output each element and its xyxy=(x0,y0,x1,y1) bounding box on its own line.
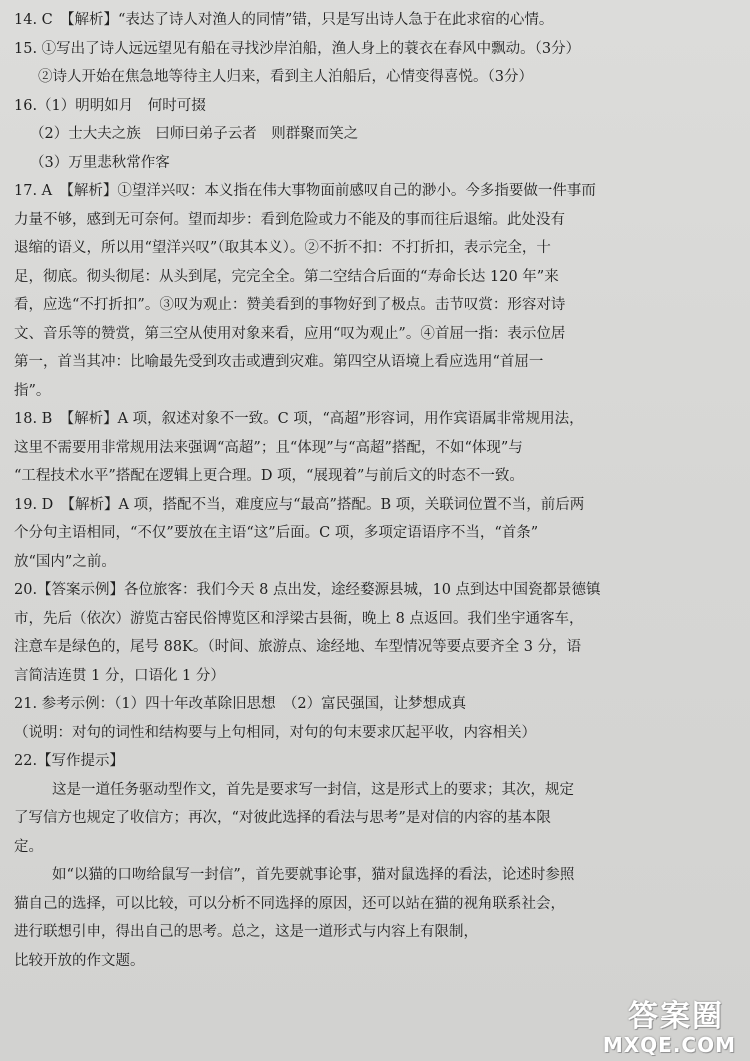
answer-22-para-2-line-3: 进行联想引申，得出自己的思考。总之，这是一道形式与内容上有限制， xyxy=(14,924,478,940)
answer-17-line-2: 力量不够，感到无可奈何。望而却步：看到危险或力不能及的事而往后退缩。此处没有 xyxy=(14,211,565,228)
answer-22-para-1-line-2: 了写信方也规定了收信方；再次，“对彼此选择的看法与思考”是对信的内容的基本限 xyxy=(14,810,551,826)
answer-20-line-3: 注意车是绿色的，尾号 88K。（时间、旅游点、途经地、车型情况等要点要齐全 3 分，语 xyxy=(14,639,582,655)
answer-18: 18. B 【解析】A 项，叙述对象不一致。C 项，“高超”形容词，用作宾语属非常规用法， xyxy=(14,411,584,427)
answer-15: 15. ①写出了诗人远远望见有船在寻找沙岸泊船，渔人身上的蓑衣在春风中飘动。（3分） xyxy=(14,40,581,57)
answer-17-line-5: 看，应选“不打折扣”。③叹为观止：赞美看到的事物好到了极点。击节叹赏：形容对诗 xyxy=(14,297,566,313)
answer-22-heading: 22.【写作提示】 xyxy=(14,753,125,769)
answer-16: 16.（1）明明如月 何时可掇 xyxy=(14,97,206,114)
answer-19: 19. D 【解析】A 项，搭配不当，难度应与“最高”搭配。B 项，关联词位置不当，前后两 xyxy=(14,496,585,513)
answer-17: 17. A 【解析】①望洋兴叹：本义指在伟大事物面前感叹自己的渺小。今多指要做一件事而 xyxy=(14,183,596,199)
answer-22-para-1: 这是一道任务驱动型作文，首先是要求写一封信，这是形式上的要求；其次，规定 xyxy=(52,781,574,798)
answer-20-line-4: 言简洁连贯 1 分，口语化 1 分） xyxy=(14,667,225,684)
answer-17-line-8: 指”。 xyxy=(14,382,51,399)
answer-17-line-7: 第一，首当其冲：比喻最先受到攻击或遭到灾难。第四空从语境上看应选用“首屈一 xyxy=(14,354,544,370)
answer-20: 20.【答案示例】各位旅客：我们今天 8 点出发，途经婺源县城，10 点到达中国瓷都景德镇 xyxy=(14,582,601,598)
answer-17-line-4: 足，彻底。彻头彻尾：从头到尾，完完全全。第二空结合后面的“寿命长达 120 年”来 xyxy=(14,268,559,285)
answer-18-line-3: “工程技术水平”搭配在逻辑上更合理。D 项，“展现着”与前后文的时态不一致。 xyxy=(14,468,524,484)
site-watermark xyxy=(604,995,744,1057)
answer-21-note: （说明：对句的词性和结构要与上句相同，对句的句末要求仄起平收，内容相关） xyxy=(14,724,536,741)
answer-19-line-3: 放“国内”之前。 xyxy=(14,553,116,570)
answer-16-line-3: （3）万里悲秋常作客 xyxy=(30,154,170,171)
answer-15-line-2: ②诗人开始在焦急地等待主人归来，看到主人泊船后，心情变得喜悦。（3分） xyxy=(38,69,533,85)
answer-21: 21. 参考示例：（1）四十年改革除旧思想 （2）富民强国，让梦想成真 xyxy=(14,696,467,712)
answer-22-para-2-line-2: 猫自己的选择，可以比较，可以分析不同选择的原因，还可以站在猫的视角联系社会， xyxy=(14,895,565,912)
answer-19-line-2: 个分句主语相同，“不仅”要放在主语“这”后面。C 项，多项定语语序不当，“首条” xyxy=(14,525,539,541)
answer-20-line-2: 市，先后（依次）游览古窑民俗博览区和浮梁古县衙，晚上 8 点返回。我们坐宇通客车， xyxy=(14,610,584,627)
answer-18-line-2: 这里不需要用非常规用法来强调“高超”；且“体现”与“高超”搭配，不如“体现”与 xyxy=(14,439,523,456)
answer-22-para-1-line-3: 定。 xyxy=(14,838,43,855)
answer-17-line-6: 文、音乐等的赞赏，第三空从使用对象来看，应用“叹为观止”。④首屈一指：表示位居 xyxy=(14,325,566,342)
answer-22-para-2: 如“以猫的口吻给鼠写一封信”，首先要就事论事，猫对鼠选择的看法，论述时参照 xyxy=(52,867,575,883)
watermark-chinese: 答案圈 xyxy=(628,999,724,1034)
answer-key-text xyxy=(14,6,732,975)
watermark-url: MXQE.COM xyxy=(602,1033,736,1057)
answer-16-line-2: （2）士大夫之族 曰师曰弟子云者 则群聚而笑之 xyxy=(30,126,359,142)
answer-22-para-2-line-4: 比较开放的作文题。 xyxy=(14,952,145,969)
answer-17-line-3: 退缩的语义，所以用“望洋兴叹”（取其本义）。②不折不扣：不打折扣，表示完全，十 xyxy=(14,240,551,256)
answer-14: 14. C 【解析】“表达了诗人对渔人的同情”错，只是写出诗人急于在此求宿的心情。 xyxy=(14,12,554,28)
